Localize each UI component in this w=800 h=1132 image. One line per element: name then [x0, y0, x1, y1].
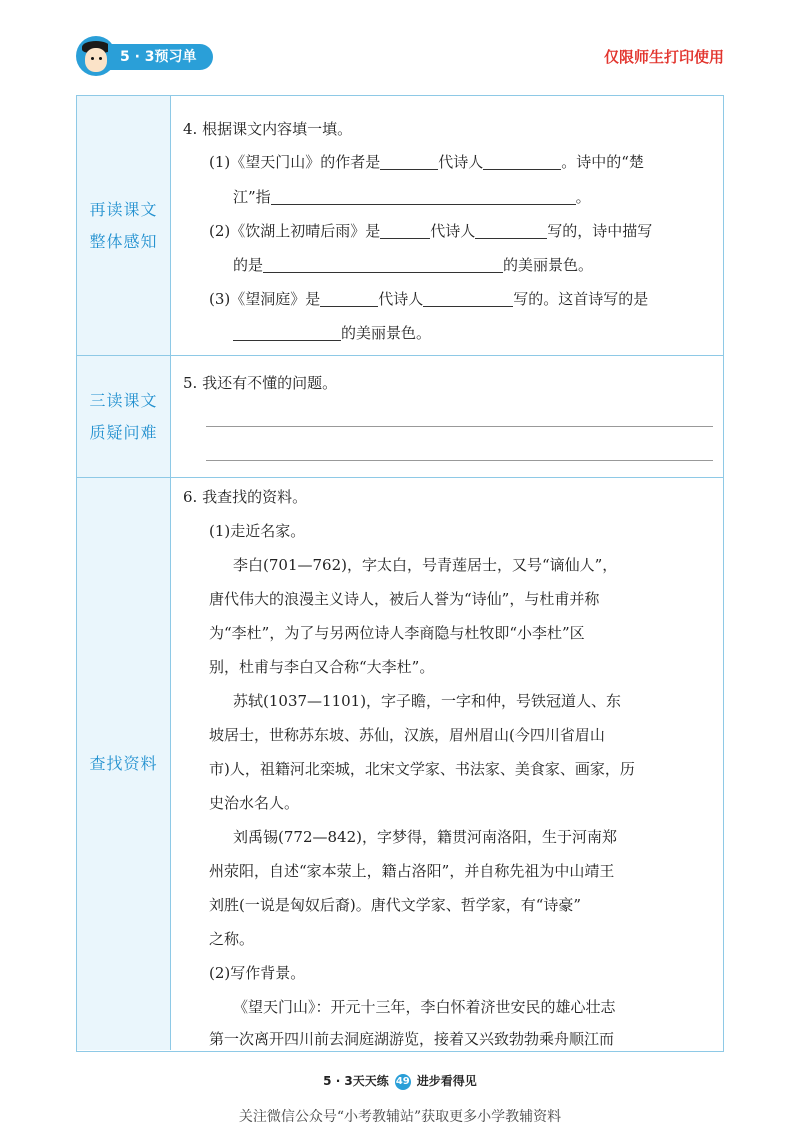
- paragraph-line: 别，杜甫与李白又合称“大李杜”。: [209, 658, 435, 676]
- text: 的美丽景色。: [503, 256, 594, 274]
- footer-series: 5 · 3天天练: [323, 1074, 389, 1088]
- text: 。诗中的“楚: [561, 153, 644, 171]
- paragraph-line: 刘禹锡(772—842)，字梦得，籍贯河南洛阳，生于河南郑: [233, 828, 617, 846]
- section-label: [77, 96, 171, 355]
- page-number: 49: [395, 1074, 411, 1090]
- fill-blank[interactable]: [233, 323, 341, 341]
- paragraph-line: 第一次离开四川前去洞庭湖游览，接着又兴致勃勃乘舟顺江而: [209, 1030, 615, 1048]
- section-label-line: 再读课文: [89, 199, 158, 219]
- text: 代诗人: [438, 153, 484, 171]
- section-label-line: 整体感知: [89, 231, 158, 251]
- fill-blank[interactable]: [263, 255, 503, 273]
- page-footer: [0, 1072, 800, 1090]
- section-label: [77, 356, 171, 477]
- text: 的是: [233, 256, 264, 274]
- section-content: [171, 96, 723, 355]
- text: 代诗人: [378, 290, 424, 308]
- section-label-line: 查找资料: [89, 754, 158, 773]
- watermark-text: 关注微信公众号“小考教辅站”获取更多小学教辅资料: [238, 1109, 562, 1125]
- paragraph-line: 刘胜(一说是匈奴后裔)。唐代文学家、哲学家，有“诗豪”: [209, 896, 582, 914]
- text: 写的，诗中描写: [547, 222, 653, 240]
- q4-line-4: [233, 254, 593, 275]
- fill-blank[interactable]: [423, 289, 513, 307]
- section-content: [171, 478, 723, 1050]
- q4-line-3: [209, 220, 652, 241]
- text: 的美丽景色。: [341, 324, 432, 342]
- paragraph-line: 《望天门山》：开元十三年，李白怀着济世安民的雄心壮志: [233, 998, 616, 1016]
- text: (3)《望洞庭》是: [209, 290, 321, 308]
- answer-line[interactable]: [206, 426, 713, 427]
- fill-blank[interactable]: [320, 289, 378, 307]
- footer-slogan: 进步看得见: [416, 1074, 477, 1088]
- paragraph-line: 州荥阳，自述“家本荥上，籍占洛阳”，并自称先祖为中山靖王: [209, 862, 615, 880]
- series-badge: 5 · 3预习单: [108, 44, 213, 70]
- text: 代诗人: [430, 222, 476, 240]
- paragraph-line: 史治水名人。: [209, 794, 300, 812]
- text: 写的。这首诗写的是: [513, 290, 649, 308]
- section-third-read-questions: [77, 356, 723, 478]
- paragraph-line: 坡居士，世称苏东坡、苏仙，汉族，眉州眉山(今四川省眉山: [209, 726, 605, 744]
- section-label-line: 三读课文: [89, 390, 158, 410]
- subheading-writing-background: (2)写作背景。: [209, 964, 306, 982]
- paragraph-line: 之称。: [209, 930, 255, 948]
- text: (1)《望天门山》的作者是: [209, 153, 381, 171]
- q4-line-1: [209, 151, 644, 172]
- q4-line-5: [209, 288, 648, 309]
- worksheet-table: [76, 95, 724, 1052]
- section-content: [171, 356, 723, 477]
- section-label-line: 质疑问难: [89, 422, 158, 442]
- paragraph-line: 市)人，祖籍河北栾城，北宋文学家、书法家、美食家、画家，历: [209, 760, 635, 778]
- paragraph-line: 唐代伟大的浪漫主义诗人，被后人誉为“诗仙”，与杜甫并称: [209, 590, 600, 608]
- text: 。: [575, 188, 591, 206]
- fill-blank[interactable]: [483, 152, 561, 170]
- text: 江”指: [233, 188, 271, 206]
- fill-blank[interactable]: [475, 221, 547, 239]
- section-label: [77, 478, 171, 1050]
- text: (2)《饮湖上初晴后雨》是: [209, 222, 381, 240]
- q4-line-6: [233, 322, 431, 343]
- section-research-materials: [77, 478, 723, 1050]
- paragraph-line: 李白(701—762)，字太白，号青莲居士，又号“谪仙人”，: [233, 556, 618, 574]
- fill-blank[interactable]: [271, 187, 576, 205]
- usage-restriction-label: 仅限师生打印使用: [603, 48, 724, 66]
- question-5-title: 5. 我还有不懂的问题。: [183, 374, 338, 392]
- answer-line[interactable]: [206, 460, 713, 461]
- fill-blank[interactable]: [380, 152, 438, 170]
- paragraph-line: 苏轼(1037—1101)，字子瞻，一字和仲，号铁冠道人、东: [233, 692, 622, 710]
- section-reread-overview: [77, 96, 723, 356]
- question-6-title: 6. 我查找的资料。: [183, 488, 308, 506]
- paragraph-line: 为“李杜”，为了与另两位诗人李商隐与杜牧即“小李杜”区: [209, 624, 585, 642]
- q4-line-2: [233, 186, 591, 207]
- fill-blank[interactable]: [380, 221, 430, 239]
- question-4-title: 4. 根据课文内容填一填。: [183, 120, 353, 138]
- subheading-famous-authors: (1)走近名家。: [209, 522, 306, 540]
- page-header: [0, 0, 800, 80]
